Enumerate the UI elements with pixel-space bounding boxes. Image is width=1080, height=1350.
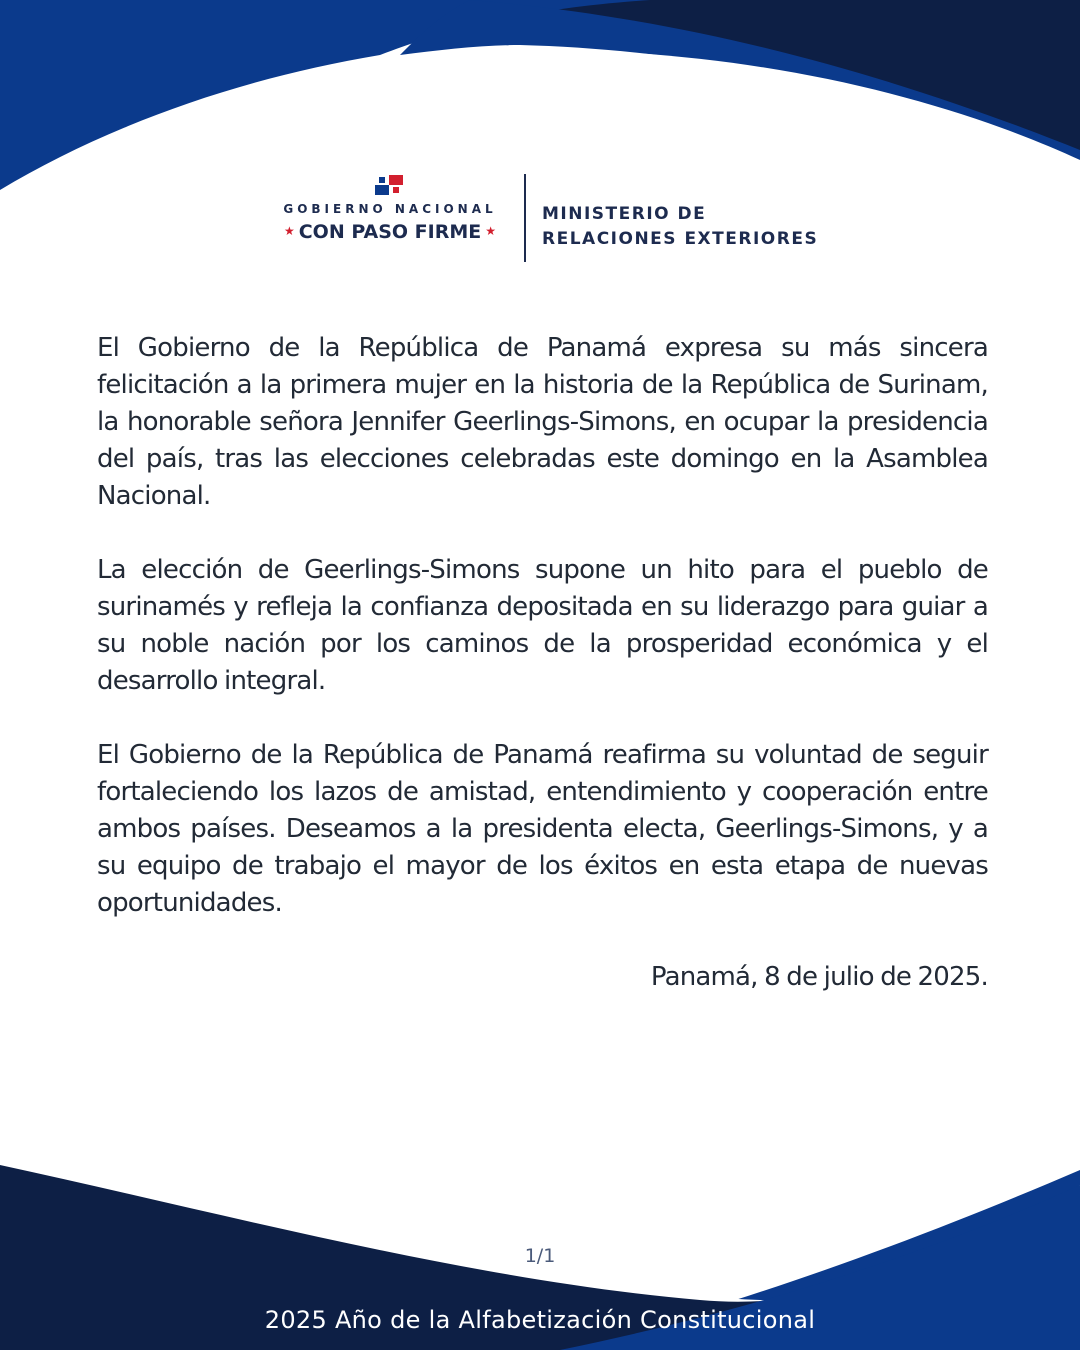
ministry-line-1: MINISTERIO DE bbox=[542, 204, 707, 224]
gobierno-nacional-text: GOBIERNO NACIONAL bbox=[283, 202, 497, 216]
dateline: Panamá, 8 de julio de 2025. bbox=[650, 962, 988, 992]
slogan-row bbox=[270, 221, 510, 243]
panama-flag-icon bbox=[375, 175, 403, 195]
logo-divider bbox=[524, 174, 526, 262]
star-icon: ★ bbox=[283, 224, 295, 238]
paragraph-1: El Gobierno de la República de Panamá expresa su más sincera felicitación a la primera mujer en la historia de la República de Surinam, la honorable señora Jennifer Geerlings-Simons, en ocupar la presidencia del país, tras las elecciones celebradas este domingo en la Asamblea Nacional. bbox=[97, 333, 988, 511]
statement-body bbox=[97, 330, 988, 1033]
footer-motto: 2025 Año de la Alfabetización Constitucional bbox=[264, 1306, 816, 1334]
slogan-text: CON PASO FIRME bbox=[298, 221, 482, 243]
page-number: 1/1 bbox=[524, 1245, 556, 1267]
star-icon: ★ bbox=[485, 224, 497, 238]
paragraph-3: El Gobierno de la República de Panamá reafirma su voluntad de seguir fortaleciendo los lazos de amistad, entendimiento y cooperación entre ambos países. Deseamos a la presidenta electa, Geerlings-Simons, y a su equipo de trabajo el mayor de los éxitos en esta etapa de nuevas oportunidades. bbox=[97, 740, 988, 918]
paragraph-2: La elección de Geerlings-Simons supone un hito para el pueblo de surinamés y refleja la confianza depositada en su liderazgo para guiar a su noble nación por los caminos de la prosperidad económica y el desarrollo integral. bbox=[97, 555, 988, 696]
ministry-line-2: RELACIONES EXTERIORES bbox=[542, 229, 819, 249]
header-logo bbox=[270, 172, 830, 264]
gobierno-nacional-logo bbox=[270, 172, 510, 264]
ministry-name bbox=[542, 202, 818, 252]
